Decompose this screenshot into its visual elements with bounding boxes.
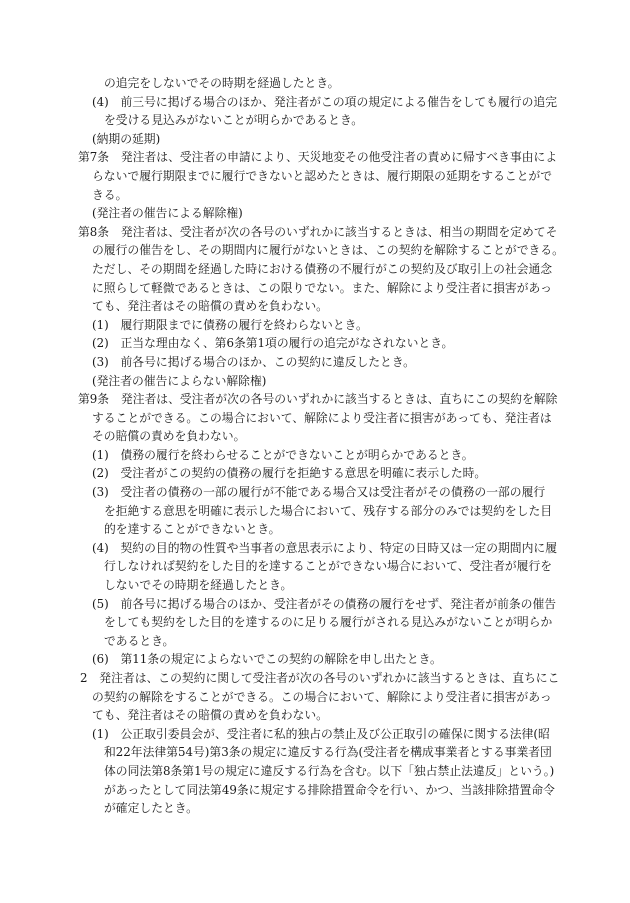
- list-item: (6) 第11条の規定によらないでこの契約の解除を申し出たとき。: [92, 652, 442, 667]
- list-item: (5) 前各号に掲げる場合のほか、受注者がその債務の履行をせず、発注者が前条の催告: [92, 596, 557, 611]
- text-line: らないで履行期限までに履行できないと認めたときは、履行期限の延期をすることがで: [92, 168, 553, 183]
- list-item: (1) 債務の履行を終わらせることができないことが明らかであるとき。: [92, 447, 474, 462]
- text-line: ても、発注者はその賠償の責めを負わない。: [92, 299, 328, 314]
- text-line: をしても契約をした目的を達するのに足りる履行がされる見込みがないことが明らか: [104, 615, 553, 630]
- text-line: きる。: [92, 187, 128, 202]
- text-line: することができる。この場合において、解除により受注者に損害があっても、発注者は: [92, 410, 552, 425]
- list-item: (4) 前三号に掲げる場合のほか、発注者がこの項の規定による催告をしても履行の追完: [92, 94, 557, 109]
- text-line: に照らして軽微であるときは、この限りでない。また、解除により受注者に損害があっ: [92, 280, 552, 295]
- article-8: 第8条 発注者は、受注者が次の各号のいずれかに該当するときは、相当の期間を定めてそ: [78, 224, 558, 239]
- article-9: 第9条 発注者は、受注者が次の各号のいずれかに該当するときは、直ちにこの契約を解除: [78, 392, 558, 407]
- list-item: (3) 前各号に掲げる場合のほか、この契約に違反したとき。: [92, 354, 415, 369]
- section-heading: (発注者の催告によらない解除権): [92, 373, 267, 388]
- text-line: が確定したとき。: [104, 801, 198, 816]
- list-item: (1) 公正取引委員会が、受注者に私的独占の禁止及び公正取引の確保に関する法律(昭: [92, 726, 550, 741]
- list-item: (3) 受注者の債務の一部の履行が不能である場合又は受注者がその債務の一部の履行: [92, 485, 546, 500]
- text-line: の履行の催告をし、その期間内に履行がないときは、この契約を解除することができる。: [92, 243, 564, 258]
- section-heading: (納期の延期): [92, 131, 161, 146]
- text-line: その賠償の責めを負わない。: [92, 429, 246, 444]
- text-line: ても、発注者はその賠償の責めを負わない。: [92, 708, 328, 723]
- text-line: があったとして同法第49条に規定する排除措置命令を行い、かつ、当該排除措置命令: [104, 782, 555, 797]
- paragraph-2: 2 発注者は、この契約に関して受注者が次の各号のいずれかに該当するときは、直ちにこ: [80, 671, 560, 685]
- text-line: 和22年法律第54号)第3条の規定に違反する行為(受注者を構成事業者とする事業者団: [104, 745, 552, 760]
- text-line: 的を達することができないとき。: [104, 522, 281, 537]
- text-line: 体の同法第8条第1号の規定に違反する行為を含む。以下「独占禁止法違反」という。): [104, 763, 555, 778]
- text-line: の追完をしないでその時期を経過したとき。: [104, 76, 340, 90]
- list-item: (2) 正当な理由なく、第6条第1項の履行の追完がなされないとき。: [92, 336, 454, 351]
- section-heading: (発注者の催告による解除権): [92, 206, 243, 221]
- text-line: の契約の解除をすることができる。この場合において、解除により受注者に損害があっ: [92, 689, 552, 704]
- text-line: を受ける見込みがないことが明らかであるとき。: [104, 113, 364, 128]
- list-item: (2) 受注者がこの契約の債務の履行を拒絶する意思を明確に表示した時。: [92, 466, 487, 481]
- article-7: 第7条 発注者は、受注者の申請により、天災地変その他受注者の責めに帰すべき事由によ: [78, 150, 558, 165]
- text-line: 行しなければ契約をした目的を達することができない場合において、受注者が履行を: [104, 559, 553, 574]
- list-item: (1) 履行期限までに債務の履行を終わらないとき。: [92, 317, 368, 332]
- text-line: しないでその時期を経過したとき。: [104, 578, 293, 593]
- text-line: であるとき。: [104, 633, 175, 648]
- text-line: ただし、その期間を経過した時における債務の不履行がこの契約及び取引上の社会通念: [92, 261, 553, 276]
- text-line: を拒絶する意思を明確に表示した場合において、残存する部分のみでは契約をした目: [104, 503, 553, 518]
- list-item: (4) 契約の目的物の性質や当事者の意思表示により、特定の日時又は一定の期間内に履: [92, 540, 557, 555]
